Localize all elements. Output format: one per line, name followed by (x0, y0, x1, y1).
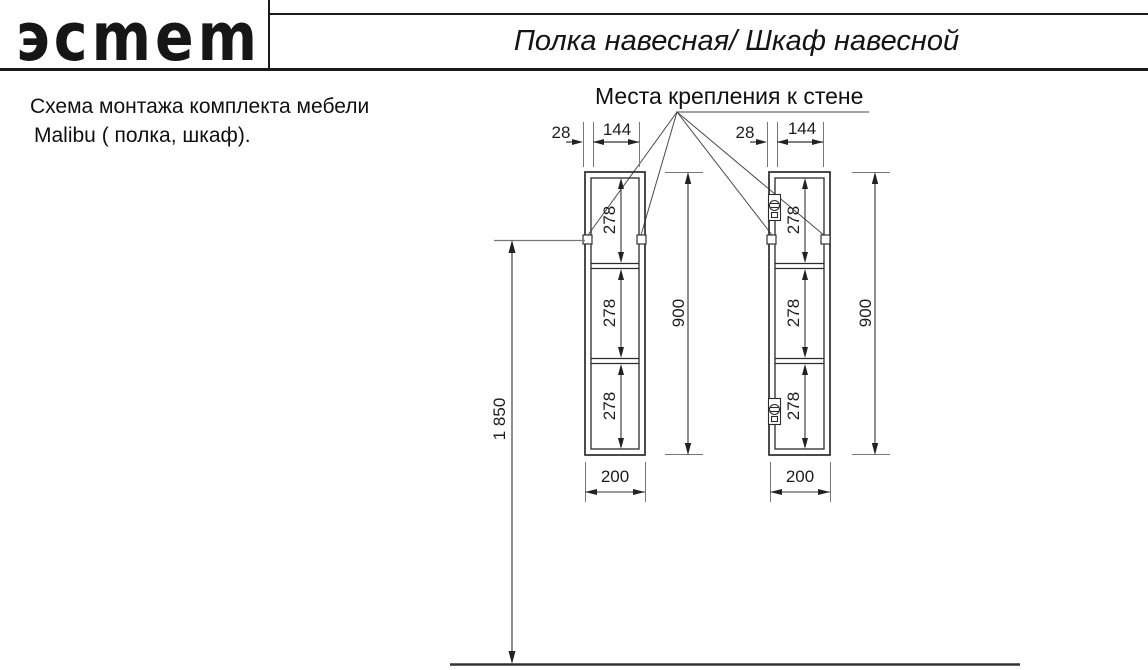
mounting-bracket-icon (821, 235, 830, 244)
note-line-2: Malibu ( полка, шкаф). (34, 124, 251, 147)
dim-shelf-pitch-left-1: 278 (600, 205, 619, 235)
dim-shelf-pitch-right-3: 278 (784, 391, 803, 421)
brand-logo: эcmem (16, 0, 262, 77)
dim-unit-height-left: 900 (669, 298, 688, 328)
note-line-1: Схема монтажа комплекта мебели (30, 95, 370, 118)
dim-unit-width-left: 200 (600, 467, 630, 486)
mounting-bracket-icon (637, 235, 646, 244)
dim-bracket-spacing-left: 144 (602, 120, 632, 139)
dim-shelf-pitch-right-1: 278 (784, 205, 803, 235)
right-unit-mounting-brackets (767, 235, 830, 244)
dim-lines-mounting-height (494, 240, 585, 664)
dim-wall-offset-left: 28 (551, 123, 571, 142)
dim-mounting-height: 1 850 (490, 397, 509, 441)
dim-unit-width-right: 200 (785, 467, 815, 486)
dim-shelf-pitch-right-2: 278 (784, 298, 803, 328)
hinge-icon-bottom (769, 399, 781, 425)
left-unit-mounting-brackets (583, 235, 646, 244)
dim-shelf-pitch-left-2: 278 (600, 298, 619, 328)
dim-shelf-pitch-left-3: 278 (600, 391, 619, 421)
dim-unit-height-right: 900 (856, 298, 875, 328)
dim-wall-offset-right: 28 (735, 123, 755, 142)
dim-bracket-spacing-right: 144 (787, 119, 817, 138)
mounting-bracket-icon (767, 235, 776, 244)
callout-label: Места крепления к стене (595, 83, 864, 109)
hinge-icon-top (769, 195, 781, 221)
mounting-bracket-icon (583, 235, 592, 244)
page-title: Полка навесная/ Шкаф навесной (513, 25, 960, 57)
